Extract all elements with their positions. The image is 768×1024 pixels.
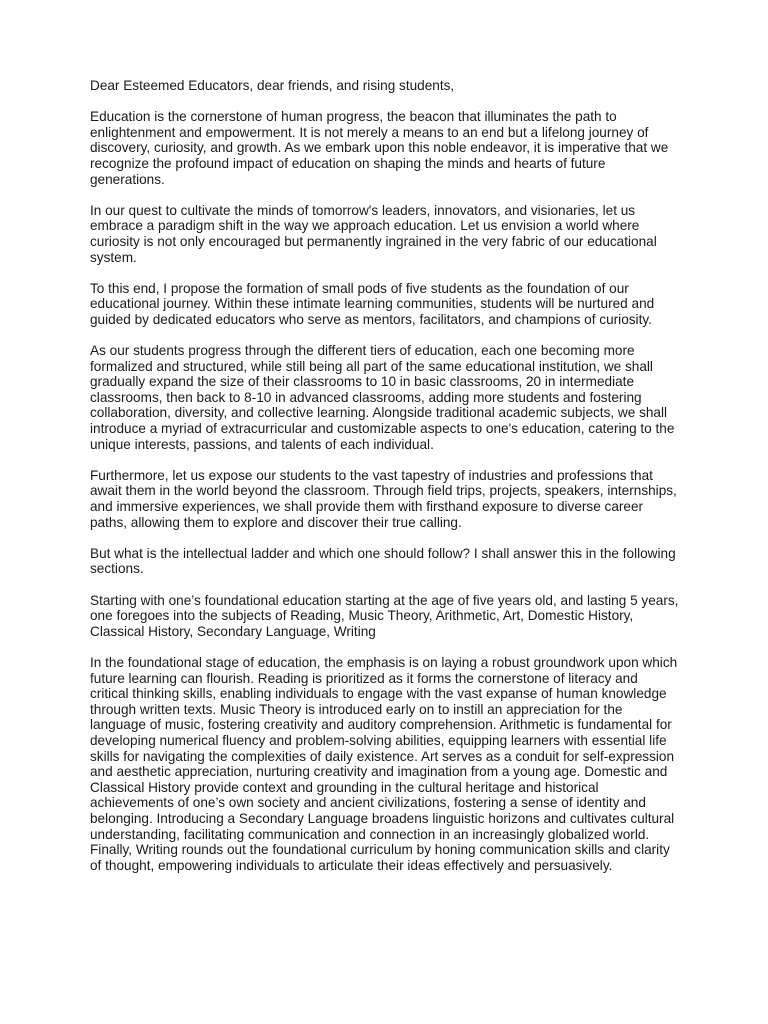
paragraph-paradigm-shift: In our quest to cultivate the minds of tomorrow's leaders, innovators, and visionaries, let us embrace a paradigm shift in the way we approach education. Let us envision a world where curiosity is not only encouraged but permanently ingrained in the very fabric of our educational system. [90, 202, 657, 265]
paragraph-intellectual-ladder: But what is the intellectual ladder and which one should follow? I shall answer this in the following sections. [90, 545, 676, 577]
paragraph-foundational-subjects: Starting with one’s foundational education starting at the age of five years old, and lasting 5 years, one foregoes into the subjects of Reading, Music Theory, Arithmetic, Art, Domestic History, Classical History, Secondary Language, Writing [90, 592, 679, 639]
paragraph-education-cornerstone: Education is the cornerstone of human progress, the beacon that illuminates the path to enlightenment and empowerment. It is not merely a means to an end but a lifelong journey of discovery, curiosity, and growth. As we embark upon this noble endeavor, it is imperative that we recognize the profound impact of education on shaping the minds and hearts of future generations. [90, 109, 669, 187]
letter-page [90, 78, 680, 889]
paragraph-student-pods: To this end, I propose the formation of small pods of five students as the foundation of our educational journey. Within these intimate learning communities, students will be nurtured and guided by dedicated educators who serve as mentors, facilitators, and champions of curiosity. [90, 280, 655, 327]
paragraph-foundational-stage: In the foundational stage of education, the emphasis is on laying a robust groundwork upon which future learning can flourish. Reading is prioritized as it forms the cornerstone of literacy and critical thinking skills, enabling individuals to engage with the vast expanse of human knowledge through written texts. Music Theory is introduced early on to instill an appreciation for the language of music, fostering creativity and auditory comprehension. Arithmetic is fundamental for developing numerical fluency and problem-solving abilities, equipping learners with essential life skills for navigating the complexities of daily existence. Art serves as a conduit for self-expression and aesthetic appreciation, nurturing creativity and imagination from a young age. Domestic and Classical History provide context and grounding in the cultural heritage and historical achievements of one’s own society and ancient civilizations, fostering a sense of identity and belonging. Introducing a Secondary Language broadens linguistic horizons and cultivates cultural understanding, facilitating communication and connection in an increasingly globalized world. Finally, Writing rounds out the foundational curriculum by honing communication skills and clarity of thought, empowering individuals to articulate their ideas effectively and persuasively. [90, 654, 678, 873]
salutation: Dear Esteemed Educators, dear friends, and rising students, [90, 78, 455, 93]
paragraph-industry-exposure: Furthermore, let us expose our students to the vast tapestry of industries and professions that await them in the world beyond the classroom. Through field trips, projects, speakers, internships, and immersive experiences, we shall provide them with firsthand exposure to diverse career paths, allowing them to explore and discover their true calling. [90, 467, 677, 530]
paragraph-tiers-of-education: As our students progress through the different tiers of education, each one becoming more formalized and structured, while still being all part of the same educational institution, we shall gradually expand the size of their classrooms to 10 in basic classrooms, 20 in intermediate classrooms, then back to 8-10 in advanced classrooms, adding more students and fostering collaboration, diversity, and collective learning. Alongside traditional academic subjects, we shall introduce a myriad of extracurricular and customizable aspects to one's education, catering to the unique interests, passions, and talents of each individual. [90, 343, 675, 452]
